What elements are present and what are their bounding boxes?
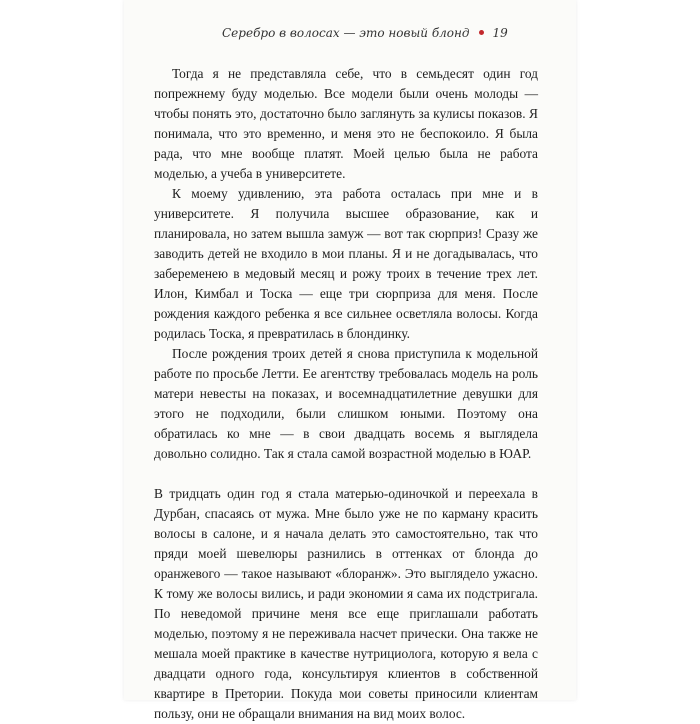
- paragraph-3: После рождения троих детей я снова приступила к модельной работе по просьбе Летти. Ее агентству требовалась модель на роль матери невесты на показах, и восемнадцатилетние девушки для этого не подходили, были слишком юными. Поэтому она обратилась ко мне — в свои двадцать восемь я выглядела довольно солидно. Так я стала самой возрастной моделью в ЮАР.: [154, 346, 538, 461]
- paragraph-4: В тридцать один год я стала матерью-одиночкой и переехала в Дурбан, спасаясь от мужа. Мне было уже не по карману красить волосы в салоне, и я начала делать это самостоятельно, так что пряди моей шевелюры разнились в оттенках от блонда до оранжевого — такое называют «блоранж». Это выглядело ужасно. К тому же волосы вились, и ради экономии я сама их подстригала. По неведомой причине меня все еще приглашали работать моделью, поэтому я не переживала насчет прически. Она также не мешала моей практике в качестве нутрициолога, которую я вела с двадцати одного года, консультируя клиентов в собственной квартире в Претории. Покуда мои советы приносили клиентам пользу, они не обращали внимания на вид моих волос.: [154, 486, 538, 721]
- running-header: [222, 26, 542, 40]
- book-page: [124, 0, 576, 721]
- separator-dot-icon: [479, 30, 484, 35]
- body-text: [154, 64, 538, 724]
- page-number: 19: [492, 26, 508, 40]
- paragraph-2: К моему удивлению, эта работа осталась при мне и в университете. Я получила высшее образование, как и планировала, но затем вышла замуж — вот так сюрприз! Сразу же заводить детей не входило в мои планы. Я и не догадывалась, что забеременею в медовый месяц и рожу троих в течение трех лет. Илон, Кимбал и Тоска — еще три сюрприза для меня. После рождения каждого ребенка я все сильнее осветляла волосы. Когда родилась Тоска, я превратилась в блондинку.: [154, 186, 538, 341]
- chapter-title: Серебро в волосах — это новый блонд: [222, 26, 470, 40]
- paragraph-1: Тогда я не представляла себе, что в семьдесят один год попрежнему буду моделью. Все модели были очень молоды — чтобы понять это, достаточно было заглянуть за кулисы показов. Я понимала, что это временно, и меня это не беспокоило. Я была рада, что мне вообще платят. Моей целью была не работа моделью, а учеба в университете.: [154, 66, 538, 181]
